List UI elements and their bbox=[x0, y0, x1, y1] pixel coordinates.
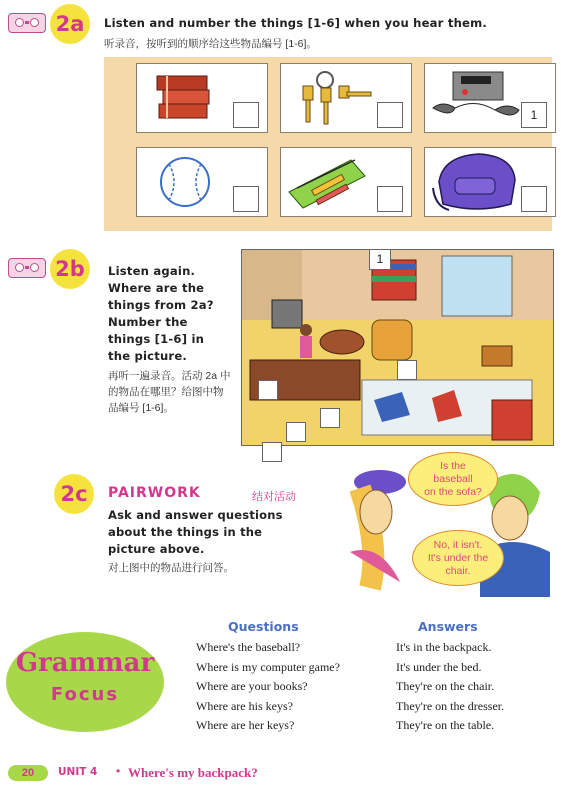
pairwork-title-cn: 结对活动 bbox=[252, 491, 296, 503]
unit-title: Where's my backpack? bbox=[128, 765, 258, 780]
question-item: Where's the baseball? bbox=[196, 640, 301, 654]
unit-label: UNIT 4 bbox=[58, 766, 98, 778]
picture-card-books bbox=[136, 63, 268, 133]
focus-title: Focus bbox=[50, 684, 120, 705]
instruction-2b-line: things [1-6] in bbox=[108, 332, 205, 346]
listening-tape-icon bbox=[8, 258, 46, 278]
instruction-2b bbox=[108, 263, 214, 365]
picture-number-box[interactable]: 1 bbox=[369, 249, 391, 270]
picture-number-box[interactable] bbox=[262, 442, 282, 462]
instruction-2c-cn: 对上图中的物品进行问答。 bbox=[108, 562, 234, 574]
bubble-question-line: Is the bbox=[440, 459, 466, 472]
answer-item: It's in the backpack. bbox=[396, 640, 492, 654]
answer-item: They're on the table. bbox=[396, 718, 495, 733]
pairwork-illustration bbox=[340, 452, 560, 597]
instruction-2b-line: Number the bbox=[108, 315, 188, 329]
instruction-2b-line: Listen again. bbox=[108, 264, 196, 278]
instruction-2a: Listen and number the things [1-6] when you hear them. bbox=[104, 16, 487, 30]
questions-header: Questions bbox=[228, 619, 299, 634]
number-box-keys[interactable] bbox=[377, 102, 403, 128]
answers-list bbox=[396, 640, 504, 738]
number-box-backpack[interactable] bbox=[521, 186, 547, 212]
picture-card-baseball bbox=[136, 147, 268, 217]
grammar-focus-badge bbox=[6, 632, 164, 732]
bubble-question-line: baseball bbox=[433, 472, 473, 485]
speech-bubble-answer bbox=[412, 530, 504, 586]
instruction-2c-line: picture above. bbox=[108, 542, 205, 556]
picture-card-computer-game bbox=[424, 63, 556, 133]
question-item: Where is my computer game? bbox=[196, 659, 340, 674]
bubble-answer-line: chair. bbox=[445, 564, 471, 577]
instruction-2b-cn-line: 再听一遍录音。活动 2a 中 bbox=[108, 370, 231, 382]
answer-item: They're on the dresser. bbox=[396, 698, 505, 713]
instruction-2b-cn-line: 的物品在哪里？给图中物 bbox=[108, 386, 224, 398]
grammar-title: Grammar bbox=[15, 648, 155, 678]
picture-grid-2a bbox=[104, 57, 552, 231]
instruction-2c-line: Ask and answer questions bbox=[108, 508, 283, 522]
room-picture bbox=[241, 249, 554, 446]
answer-item: It's under the bed. bbox=[396, 659, 482, 674]
number-box-pencil-case[interactable] bbox=[377, 186, 403, 212]
pairwork-title: PAIRWORK bbox=[108, 485, 201, 501]
question-item: Where are her keys? bbox=[196, 718, 295, 733]
instruction-2b-line: the picture. bbox=[108, 349, 188, 363]
section-badge-2a: 2a bbox=[50, 4, 90, 44]
answer-item: They're on the chair. bbox=[396, 679, 495, 694]
instruction-2b-cn bbox=[108, 368, 231, 416]
speech-bubble-question bbox=[408, 452, 498, 506]
instruction-2b-line: things from 2a? bbox=[108, 298, 214, 312]
number-box-baseball[interactable] bbox=[233, 186, 259, 212]
section-badge-2c: 2c bbox=[54, 474, 94, 514]
instruction-2b-cn-line: 品编号 [1-6]。 bbox=[108, 402, 174, 414]
instruction-2c bbox=[108, 507, 283, 558]
section-badge-2b: 2b bbox=[50, 249, 90, 289]
picture-card-keys bbox=[280, 63, 412, 133]
listening-tape-icon bbox=[8, 13, 46, 33]
answers-header: Answers bbox=[418, 619, 478, 634]
picture-number-box[interactable] bbox=[397, 360, 417, 380]
bedroom-illustration bbox=[242, 250, 553, 445]
number-box-computer-game[interactable]: 1 bbox=[521, 102, 547, 128]
picture-number-box[interactable] bbox=[258, 380, 278, 400]
picture-card-backpack bbox=[424, 147, 556, 217]
picture-card-pencil-case bbox=[280, 147, 412, 217]
instruction-2a-cn: 听录音，按听到的顺序给这些物品编号 [1-6]。 bbox=[104, 38, 317, 50]
footer-bullet: • bbox=[116, 764, 121, 778]
bubble-answer-line: It's under the bbox=[427, 551, 489, 564]
picture-number-box[interactable] bbox=[320, 408, 340, 428]
bubble-answer-line: No, it isn't. bbox=[433, 538, 483, 551]
question-item: Where are your books? bbox=[196, 679, 308, 694]
instruction-2b-line: Where are the bbox=[108, 281, 205, 295]
bubble-question-line: on the sofa? bbox=[424, 485, 482, 498]
page-number: 20 bbox=[8, 765, 48, 781]
number-box-books[interactable] bbox=[233, 102, 259, 128]
picture-number-box[interactable] bbox=[286, 422, 306, 442]
questions-list bbox=[196, 640, 340, 738]
question-item: Where are his keys? bbox=[196, 698, 293, 713]
instruction-2c-line: about the things in the bbox=[108, 525, 263, 539]
